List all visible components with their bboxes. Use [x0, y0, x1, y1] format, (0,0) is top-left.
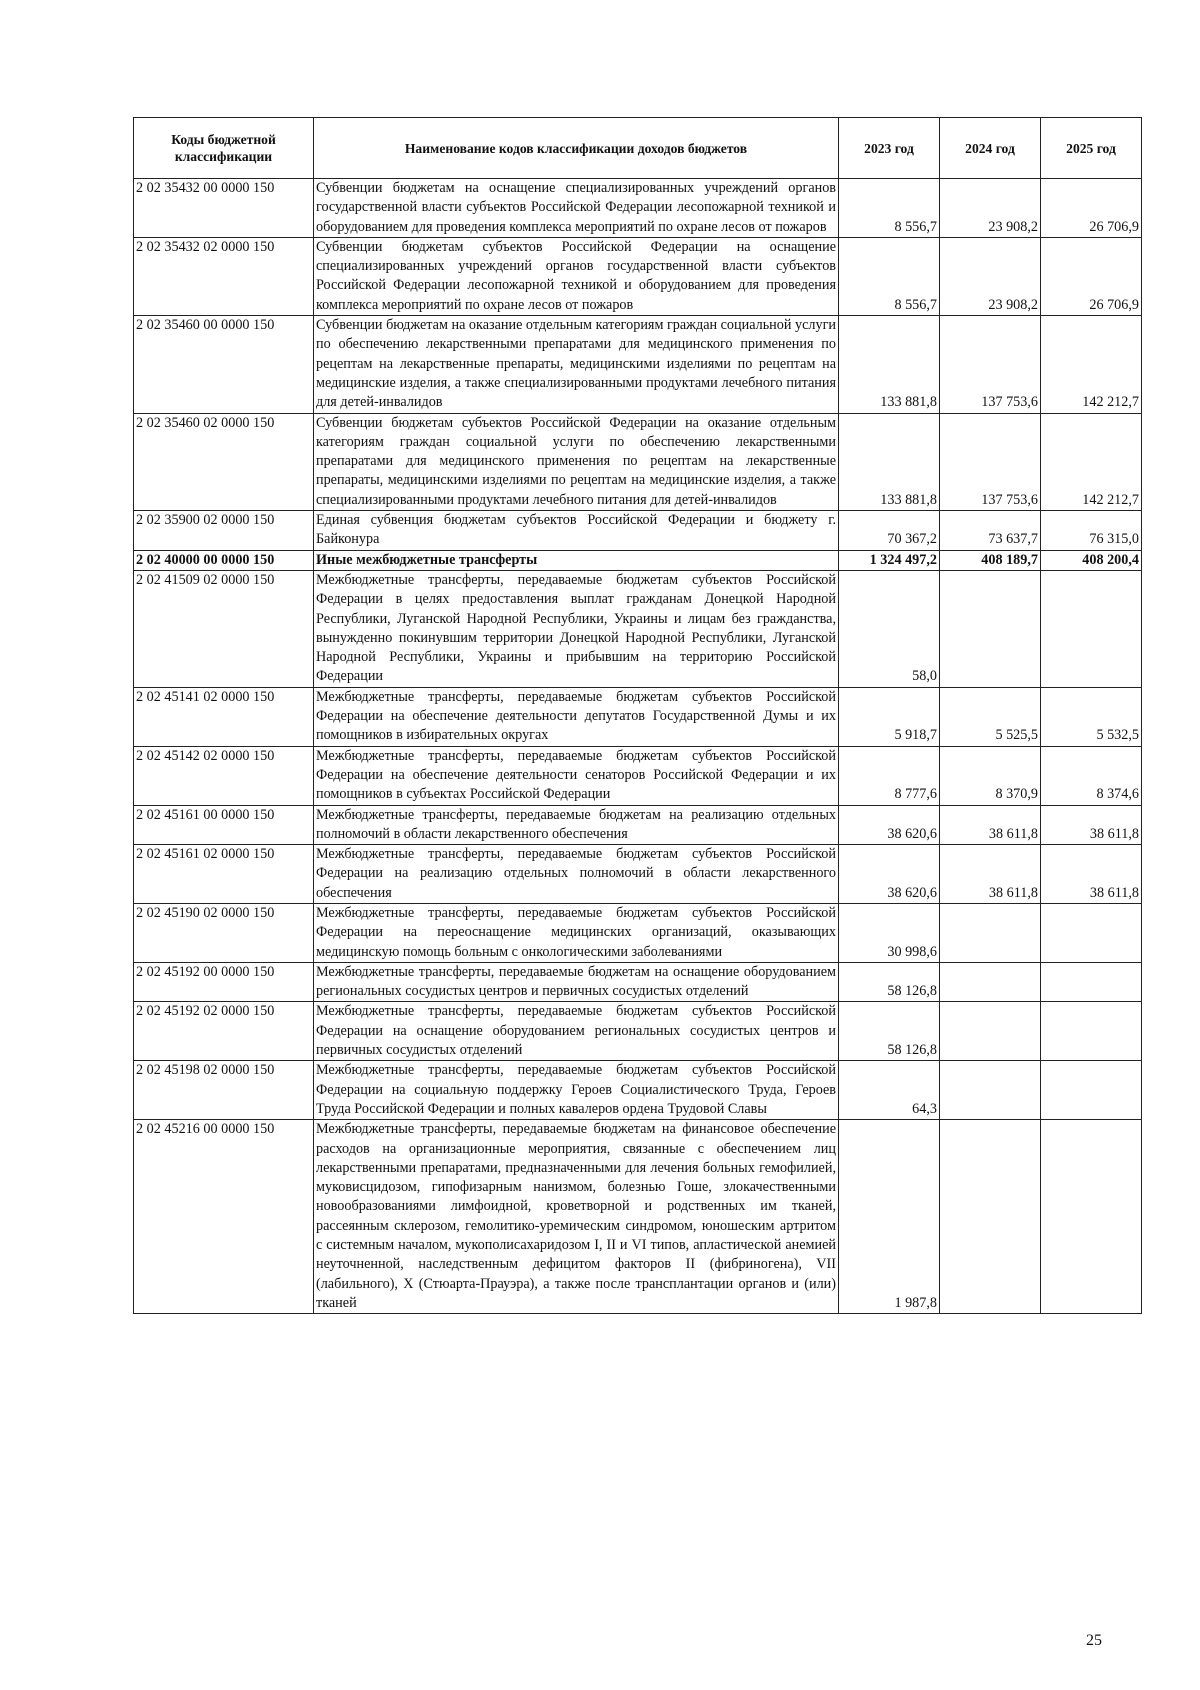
value-2024-cell: 23 908,2 [940, 179, 1041, 238]
value-2023-cell: 8 556,7 [839, 179, 940, 238]
name-cell: Межбюджетные трансферты, передаваемые бюджетам на реализацию отдельных полномочий в области лекарственного обеспечения [314, 805, 839, 845]
value-2024-cell: 23 908,2 [940, 237, 1041, 315]
value-2023-cell: 58 126,8 [839, 962, 940, 1002]
value-2025-cell: 38 611,8 [1041, 805, 1142, 845]
value-2025-cell [1041, 1120, 1142, 1314]
name-cell: Субвенции бюджетам на оказание отдельным категориям граждан социальной услуги по обеспечению лекарственными препаратами для медицинского применения по рецептам на лекарственные препараты, медицинскими изделиями по рецептам на медицинские изделия, а также специализированными продуктами лечебного питания для детей-инвалидов [314, 316, 839, 413]
header-2024: 2024 год [940, 118, 1041, 179]
name-cell: Межбюджетные трансферты, передаваемые бюджетам субъектов Российской Федерации в целях предоставления выплат гражданам Донецкой Народной Республики, Луганской Народной Республики, Украины и лицам без гражданства, вынужденно покинувшим территории Донецкой Народной Республики, Луганской Народной Республики, Украины и прибывшим на территорию Российской Федерации [314, 570, 839, 687]
value-2023-cell: 8 556,7 [839, 237, 940, 315]
value-2024-cell [940, 1120, 1041, 1314]
name-cell: Субвенции бюджетам на оснащение специализированных учреждений органов государственной власти субъектов Российской Федерации лесопожарной техникой и оборудованием для проведения комплекса мероприятий по охране лесов от пожаров [314, 179, 839, 238]
value-2025-cell [1041, 903, 1142, 962]
code-cell: 2 02 45161 02 0000 150 [134, 845, 314, 904]
value-2025-cell: 142 212,7 [1041, 316, 1142, 413]
code-cell: 2 02 45161 00 0000 150 [134, 805, 314, 845]
table-row [134, 413, 1142, 510]
code-cell: 2 02 45192 00 0000 150 [134, 962, 314, 1002]
name-cell: Межбюджетные трансферты, передаваемые бюджетам субъектов Российской Федерации на обеспечение деятельности депутатов Государственной Думы и их помощников в избирательных округах [314, 687, 839, 746]
table-row [134, 1061, 1142, 1120]
value-2023-cell: 70 367,2 [839, 511, 940, 551]
value-2023-cell: 38 620,6 [839, 805, 940, 845]
header-name: Наименование кодов классификации доходов бюджетов [314, 118, 839, 179]
table-row [134, 687, 1142, 746]
code-cell: 2 02 45198 02 0000 150 [134, 1061, 314, 1120]
table-row [134, 511, 1142, 551]
name-cell: Межбюджетные трансферты, передаваемые бюджетам субъектов Российской Федерации на социальную поддержку Героев Социалистического Труда, Героев Труда Российской Федерации и полных кавалеров ордена Трудовой Славы [314, 1061, 839, 1120]
code-cell: 2 02 40000 00 0000 150 [134, 550, 314, 570]
value-2024-cell [940, 903, 1041, 962]
code-cell: 2 02 35460 00 0000 150 [134, 316, 314, 413]
budget-classification-table [133, 117, 1142, 1314]
name-cell: Межбюджетные трансферты, передаваемые бюджетам субъектов Российской Федерации на переоснащение медицинских организаций, оказывающих медицинскую помощь больным с онкологическими заболеваниями [314, 903, 839, 962]
name-cell: Единая субвенция бюджетам субъектов Российской Федерации и бюджету г. Байконура [314, 511, 839, 551]
value-2025-cell: 26 706,9 [1041, 179, 1142, 238]
code-cell: 2 02 35900 02 0000 150 [134, 511, 314, 551]
code-cell: 2 02 35432 00 0000 150 [134, 179, 314, 238]
table-row [134, 316, 1142, 413]
name-cell: Межбюджетные трансферты, передаваемые бюджетам субъектов Российской Федерации на обеспечение деятельности сенаторов Российской Федерации и их помощников в субъектах Российской Федерации [314, 746, 839, 805]
value-2025-cell: 142 212,7 [1041, 413, 1142, 510]
name-cell: Межбюджетные трансферты, передаваемые бюджетам субъектов Российской Федерации на реализацию отдельных полномочий в области лекарственного обеспечения [314, 845, 839, 904]
table-row [134, 1120, 1142, 1314]
name-cell: Межбюджетные трансферты, передаваемые бюджетам на оснащение оборудованием региональных сосудистых центров и первичных сосудистых отделений [314, 962, 839, 1002]
value-2024-cell: 38 611,8 [940, 845, 1041, 904]
code-cell: 2 02 45142 02 0000 150 [134, 746, 314, 805]
name-cell: Межбюджетные трансферты, передаваемые бюджетам субъектов Российской Федерации на оснащение оборудованием региональных сосудистых центров и первичных сосудистых отделений [314, 1002, 839, 1061]
table-body [134, 179, 1142, 1314]
code-cell: 2 02 45190 02 0000 150 [134, 903, 314, 962]
table-row [134, 845, 1142, 904]
value-2025-cell: 5 532,5 [1041, 687, 1142, 746]
value-2023-cell: 133 881,8 [839, 316, 940, 413]
value-2024-cell: 5 525,5 [940, 687, 1041, 746]
header-2023: 2023 год [839, 118, 940, 179]
value-2025-cell [1041, 1002, 1142, 1061]
value-2023-cell: 5 918,7 [839, 687, 940, 746]
table-row [134, 746, 1142, 805]
code-cell: 2 02 41509 02 0000 150 [134, 570, 314, 687]
value-2024-cell: 38 611,8 [940, 805, 1041, 845]
value-2025-cell: 408 200,4 [1041, 550, 1142, 570]
header-code: Коды бюджетной классификации [134, 118, 314, 179]
code-cell: 2 02 35460 02 0000 150 [134, 413, 314, 510]
value-2024-cell [940, 570, 1041, 687]
name-cell: Межбюджетные трансферты, передаваемые бюджетам на финансовое обеспечение расходов на организационные мероприятия, связанные с обеспечением лиц лекарственными препаратами, предназначенными для лечения больных гемофилией, муковисцидозом, гипофизарным нанизмом, болезнью Гоше, злокачественными новообразованиями лимфоидной, кроветворной и родственных им тканей, рассеянным склерозом, гемолитико-уремическим синдромом, юношеским артритом с системным началом, мукополисахаридозом I, II и VI типов, апластической анемией неуточненной, наследственным дефицитом факторов II (фибриногена), VII (лабильного), X (Стюарта-Прауэра), а также после трансплантации органов и (или) тканей [314, 1120, 839, 1314]
value-2023-cell: 58 126,8 [839, 1002, 940, 1061]
header-2025: 2025 год [1041, 118, 1142, 179]
value-2025-cell: 38 611,8 [1041, 845, 1142, 904]
code-cell: 2 02 45192 02 0000 150 [134, 1002, 314, 1061]
table-row [134, 237, 1142, 315]
value-2023-cell: 133 881,8 [839, 413, 940, 510]
value-2023-cell: 64,3 [839, 1061, 940, 1120]
value-2024-cell [940, 962, 1041, 1002]
value-2025-cell [1041, 1061, 1142, 1120]
value-2024-cell: 137 753,6 [940, 413, 1041, 510]
value-2024-cell [940, 1002, 1041, 1061]
table-row [134, 570, 1142, 687]
code-cell: 2 02 45141 02 0000 150 [134, 687, 314, 746]
table-row [134, 903, 1142, 962]
value-2023-cell: 8 777,6 [839, 746, 940, 805]
value-2023-cell: 38 620,6 [839, 845, 940, 904]
table-row [134, 550, 1142, 570]
value-2025-cell [1041, 570, 1142, 687]
value-2024-cell [940, 1061, 1041, 1120]
table-row [134, 179, 1142, 238]
value-2025-cell: 8 374,6 [1041, 746, 1142, 805]
value-2024-cell: 73 637,7 [940, 511, 1041, 551]
value-2025-cell: 76 315,0 [1041, 511, 1142, 551]
table-row [134, 1002, 1142, 1061]
code-cell: 2 02 45216 00 0000 150 [134, 1120, 314, 1314]
value-2024-cell: 8 370,9 [940, 746, 1041, 805]
name-cell: Иные межбюджетные трансферты [314, 550, 839, 570]
value-2025-cell [1041, 962, 1142, 1002]
page-number: 25 [1086, 1632, 1102, 1649]
table-row [134, 805, 1142, 845]
code-cell: 2 02 35432 02 0000 150 [134, 237, 314, 315]
name-cell: Субвенции бюджетам субъектов Российской Федерации на оказание отдельным категориям граждан социальной услуги по обеспечению лекарственными препаратами для медицинского применения по рецептам на лекарственные препараты, медицинскими изделиями по рецептам на медицинские изделия, а также специализированными продуктами лечебного питания для детей-инвалидов [314, 413, 839, 510]
table-header-row [134, 118, 1142, 179]
value-2023-cell: 1 987,8 [839, 1120, 940, 1314]
name-cell: Субвенции бюджетам субъектов Российской Федерации на оснащение специализированных учреждений органов государственной власти субъектов Российской Федерации лесопожарной техникой и оборудованием для проведения комплекса мероприятий по охране лесов от пожаров [314, 237, 839, 315]
value-2023-cell: 30 998,6 [839, 903, 940, 962]
value-2024-cell: 408 189,7 [940, 550, 1041, 570]
value-2023-cell: 1 324 497,2 [839, 550, 940, 570]
value-2023-cell: 58,0 [839, 570, 940, 687]
table-row [134, 962, 1142, 1002]
value-2024-cell: 137 753,6 [940, 316, 1041, 413]
value-2025-cell: 26 706,9 [1041, 237, 1142, 315]
